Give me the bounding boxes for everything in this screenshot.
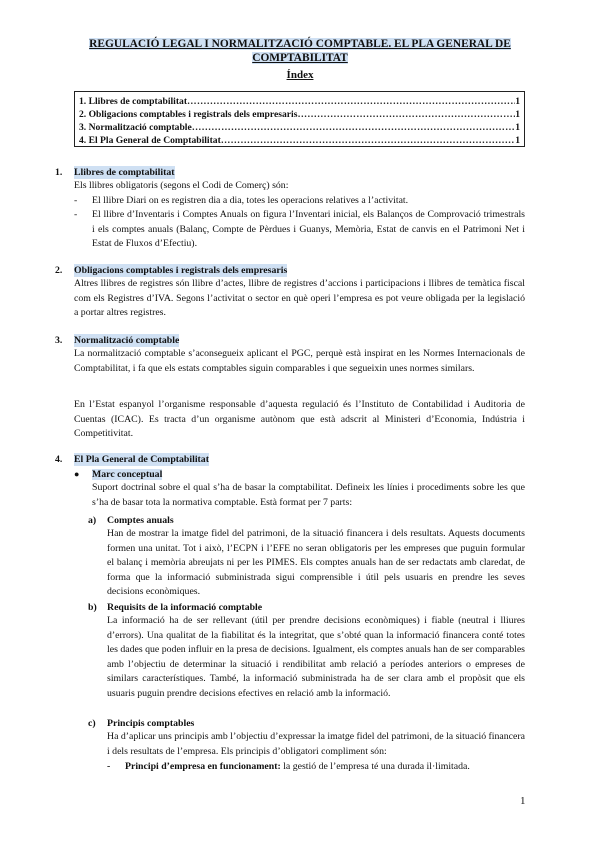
index-title: Índex <box>286 69 314 81</box>
subsection-b-body: La informació ha de ser rellevant (útil per prendre decisions econòmiques) i fiable (neutral i lliures d’errors). Una qualitat de la fiabilitat és la integritat, que s’obté quan la informació financera conté totes les dades que poden influir en la presa de decisions. Igualment, els comptes anuals han de ser comparables amb l’objectiu de determinar la situació i rendibilitat amb relació a períodes anteriors o empreses de similars característiques. També, la informació subministrada ha de ser clara amb el propòsit que els usuaris puguin prendre decisions efectives en relació amb la informació. <box>107 615 525 699</box>
list-item: - Principi d’empresa en funcionament: la gestió de l’empresa té una durada il·limitada. <box>107 761 470 772</box>
toc-entry-3[interactable]: 3. Normalització comptable ……………………………………………………………………………………………………………………………… 1 <box>79 121 520 134</box>
bullet-icon: ● <box>74 469 80 479</box>
section-3-paragraph-2: En l’Estat espanyol l’organisme responsable d’aquesta regulació és l’Instituto de Contabilidad i Auditoria de Cuentas (ICAC). Es tracta d’un organisme autònom que està adscrit al Ministeri d’Economia, Indústria i Competitivitat. <box>74 399 525 440</box>
document-title <box>60 37 540 65</box>
page-number: 1 <box>520 795 526 807</box>
subsection-a-body: Han de mostrar la imatge fidel del patrimoni, de la situació financera i dels resultats. Aquests documents formen una unitat. Tot i això, l’ECPN i l’EFE no seran obligatoris per les empreses que puguin formular el balanç i memòria abreujats ni per les PIMES. Els comptes anuals han de ser redactats amb claredat, de forma que la informació subministrada sigui comprensible i útil pels usuaris en prendre les seves decisions econòmiques. <box>107 528 525 598</box>
section-3-paragraph-1: La normalització comptable s’aconsegueix aplicant el PGC, perquè està inspirat en les Normes Internacionals de Comptabilitat, i fa que els estats comptables siguin comparables i que segueixin unes normes similars. <box>74 348 525 374</box>
marc-conceptual-body: Suport doctrinal sobre el qual s’ha de basar la comptabilitat. Defineix les línies i procediments sobre les que s’ha de basar tota la normativa comptable. Està format per 7 parts: <box>92 482 525 508</box>
list-item: - El llibre Diari on es registren dia a dia, totes les operacions relatives a l’activitat. <box>74 195 409 206</box>
toc-entry-1[interactable]: 1. Llibres de comptabilitat ……………………………………………………………………………………………………………………………… 1 <box>79 95 520 108</box>
section-2-body: Altres llibres de registres són llibre d’actes, llibre de registres d’accions i participacions i llibres de temàtica fiscal com els Registres d’IVA. Segons l’activitat o sector en què operi l’empresa es pot veure obligada per la legislació a portar altres registres. <box>74 278 525 319</box>
list-item: - El llibre d’Inventaris i Comptes Anuals on figura l’Inventari inicial, els Balanços de Comprovació trimestrals i els comptes anuals (Balanç, Compte de Pèrdues i Guanys, Memòria, Estat de canvis en el Patrimoni Net i Estat de Fluxos d’Efectiu). <box>74 209 525 250</box>
toc-entry-2[interactable]: 2. Obligacions comptables i registrals dels empresaris ……………………………………………………………………………………………………………………………… 1 <box>79 108 520 121</box>
marc-conceptual-heading: ● Marc conceptual <box>74 469 163 480</box>
title-line-1: REGULACIÓ LEGAL I NORMALITZACIÓ COMPTABLE. EL PLA GENERAL DE <box>89 38 511 50</box>
subsection-c-body: Ha d’aplicar uns principis amb l’objectiu d’expressar la imatge fidel del patrimoni, de la situació financera i dels resultats de l’empresa. Els principis d’obligatori compliment són: <box>107 731 525 757</box>
document-page: REGULACIÓ LEGAL I NORMALITZACIÓ COMPTABLE. EL PLA GENERAL DE COMPTABILITAT Índex 1. Llibres de comptabilitat ……………………………………………………………………………………………………………………………… 1 2. Obligacions comptables i registrals dels empresaris ……………………………………………………………………………………………………………………………… 1 3. Normalització comptable ……………………………………………………………………………………………………………………………… 1 4. El Pla General de Comptabilitat ……………………………………………………………………………………………………………………………… 1 1. Llibres de comptabilitat Els llibres obligatoris (segons el Codi de Comerç) són: - El llibre Diari on es registren dia a dia, totes les operacions relatives a l’activitat. - El llibre d’Inventaris i Comptes Anuals on figura l’Inventari inicial, els Balanços de Comprovació trimestrals i els comptes anuals (Balanç, Compte de Pèrdues i Guanys, Memòria, Estat de canvis en el Patrimoni Net i Estat de Fluxos d’Efectiu). 2. Obligacions comptables i registrals dels empresaris Altres llibres de registres són llibre d’actes, llibre de registres d’accions i participacions i llibres de temàtica fiscal com els Registres d’IVA. Segons l’activitat o sector en què operi l’empresa es pot veure obligada per la legislació a portar altres registres. 3. Normalització comptable La normalització comptable s’aconsegueix aplicant el PGC, perquè està inspirat en les Normes Internacionals de Comptabilitat, i fa que els estats comptables siguin comparables i que segueixin unes normes similars. En l’Estat espanyol l’organisme responsable d’aquesta regulació és l’Instituto de Contabilidad i Auditoria de Cuentas (ICAC). Es tracta d’un organisme autònom que està adscrit al Ministeri d’Economia, Indústria i Competitivitat. 4. El Pla General de Comptabilitat ● Marc conceptual Suport doctrinal sobre el qual s’ha de basar la comptabilitat. Defineix les línies i procediments sobre les que s’ha de basar tota la normativa comptable. Està format per 7 parts: a) Comptes anuals Han de mostrar la imatge fidel del patrimoni, de la situació financera i dels resultats. Aquests documents formen una unitat. Tot i això, l’ECPN i l’EFE no seran obligatoris per les empreses que puguin formular el balanç i memòria abreujats ni per les PIMES. Els comptes anuals han de ser redactats amb claredat, de forma que la informació subministrada sigui comprensible i útil pels usuaris en prendre les seves decisions econòmiques. b) Requisits de la informació comptable La informació ha de ser rellevant (útil per prendre decisions econòmiques) i fiable (neutral i lliures d’errors). Una qualitat de la fiabilitat és la integritat, que s’obté quan la informació financera conté totes les dades que poden influir en la presa de decisions. Igualment, els comptes anuals han de ser comparables amb l’objectiu de determinar la situació i rendibilitat amb relació a períodes anteriors o empreses de similars característiques. També, la informació subministrada ha de ser clara amb el propòsit que els usuaris puguin prendre decisions efectives en relació amb la informació. c) Principis comptables Ha d’aplicar uns principis amb l’objectiu d’expressar la imatge fidel del patrimoni, de la situació financera i dels resultats de l’empresa. Els principis d’obligatori compliment són: - Principi d’empresa en funcionament: la gestió de l’empresa té una durada il·limitada. 1 <box>0 0 600 848</box>
table-of-contents <box>74 91 525 147</box>
title-line-2: COMPTABILITAT <box>252 52 348 64</box>
section-1-intro: Els llibres obligatoris (segons el Codi de Comerç) són: <box>74 180 289 191</box>
toc-entry-4[interactable]: 4. El Pla General de Comptabilitat ……………………………………………………………………………………………………………………………… 1 <box>79 134 520 147</box>
